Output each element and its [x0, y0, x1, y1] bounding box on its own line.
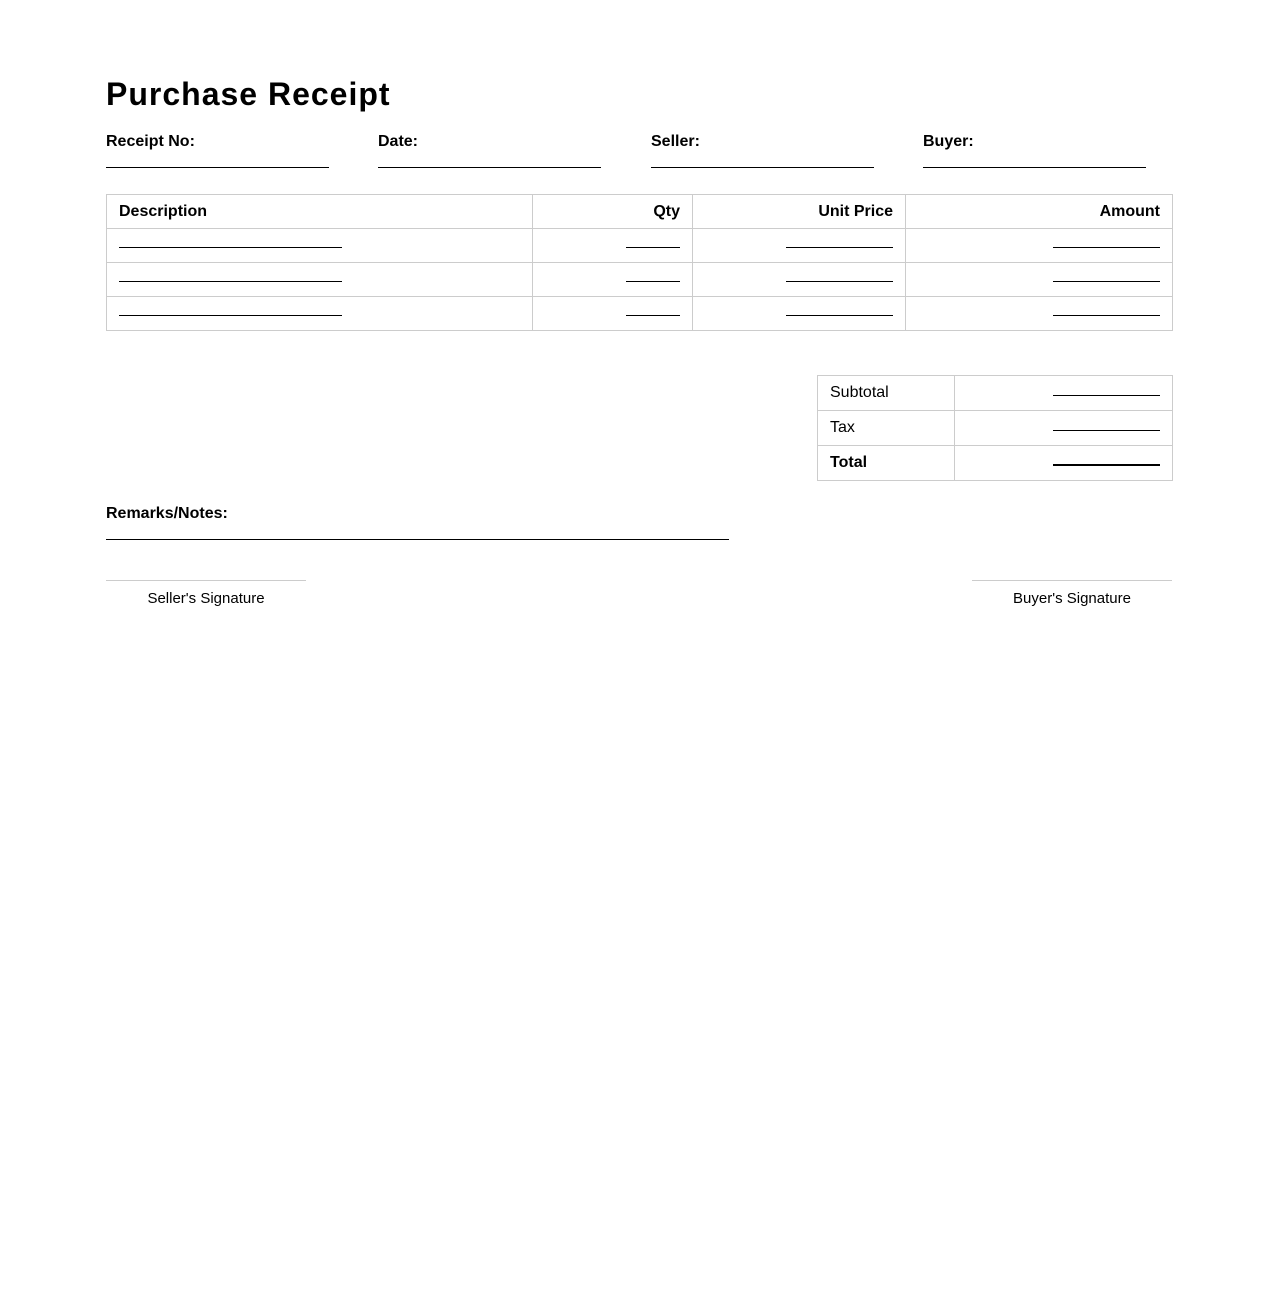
table-row — [107, 297, 1173, 331]
description-cell[interactable] — [107, 229, 533, 263]
description-cell[interactable] — [107, 263, 533, 297]
totals-table — [817, 375, 1173, 481]
subtotal-label: Subtotal — [818, 376, 955, 411]
seller-signature-label: Seller's Signature — [147, 590, 265, 607]
description-blank — [119, 247, 342, 248]
unit-price-blank — [786, 247, 893, 248]
total-row — [818, 446, 1173, 481]
items-table — [106, 194, 1173, 331]
qty-blank — [626, 315, 680, 316]
qty-cell[interactable] — [533, 229, 693, 263]
page-title: Purchase Receipt — [106, 76, 391, 112]
amount-blank — [1053, 281, 1160, 282]
tax-row — [818, 411, 1173, 446]
seller-signature — [106, 580, 306, 608]
table-header-row — [107, 195, 1173, 229]
buyer-signature — [972, 580, 1172, 608]
amount-blank — [1053, 315, 1160, 316]
qty-blank — [626, 247, 680, 248]
remarks-input[interactable] — [106, 539, 729, 540]
tax-label: Tax — [818, 411, 955, 446]
date-input[interactable] — [378, 167, 601, 168]
amount-cell[interactable] — [906, 297, 1173, 331]
subtotal-row — [818, 376, 1173, 411]
unit-price-cell[interactable] — [693, 229, 906, 263]
qty-cell[interactable] — [533, 263, 693, 297]
description-blank — [119, 281, 342, 282]
amount-blank — [1053, 247, 1160, 248]
receipt-meta — [106, 130, 1172, 175]
total-label: Total — [818, 446, 955, 481]
column-header-qty: Qty — [533, 195, 693, 229]
date-label: Date: — [378, 133, 419, 150]
table-row — [107, 229, 1173, 263]
tax-value[interactable] — [955, 411, 1173, 446]
buyer-signature-line[interactable] — [972, 580, 1172, 581]
tax-blank — [1053, 430, 1160, 431]
seller-label: Seller: — [651, 133, 700, 150]
column-header-unit-price: Unit Price — [693, 195, 906, 229]
description-cell[interactable] — [107, 297, 533, 331]
amount-cell[interactable] — [906, 229, 1173, 263]
total-blank — [1053, 464, 1160, 466]
subtotal-value[interactable] — [955, 376, 1173, 411]
date-field — [378, 130, 601, 168]
amount-cell[interactable] — [906, 263, 1173, 297]
receipt-no-input[interactable] — [106, 167, 329, 168]
remarks-section — [106, 502, 228, 526]
description-blank — [119, 315, 342, 316]
seller-field — [651, 130, 874, 168]
column-header-amount: Amount — [906, 195, 1173, 229]
subtotal-blank — [1053, 395, 1160, 396]
buyer-signature-label: Buyer's Signature — [1013, 590, 1131, 607]
qty-cell[interactable] — [533, 297, 693, 331]
qty-blank — [626, 281, 680, 282]
seller-signature-line[interactable] — [106, 580, 306, 581]
buyer-label: Buyer: — [923, 133, 974, 150]
receipt-no-field — [106, 130, 329, 168]
seller-input[interactable] — [651, 167, 874, 168]
receipt-no-label: Receipt No: — [106, 133, 195, 150]
unit-price-cell[interactable] — [693, 263, 906, 297]
buyer-field — [923, 130, 1146, 168]
unit-price-cell[interactable] — [693, 297, 906, 331]
buyer-input[interactable] — [923, 167, 1146, 168]
unit-price-blank — [786, 315, 893, 316]
unit-price-blank — [786, 281, 893, 282]
total-value[interactable] — [955, 446, 1173, 481]
remarks-label: Remarks/Notes: — [106, 505, 228, 522]
column-header-description: Description — [107, 195, 533, 229]
table-row — [107, 263, 1173, 297]
